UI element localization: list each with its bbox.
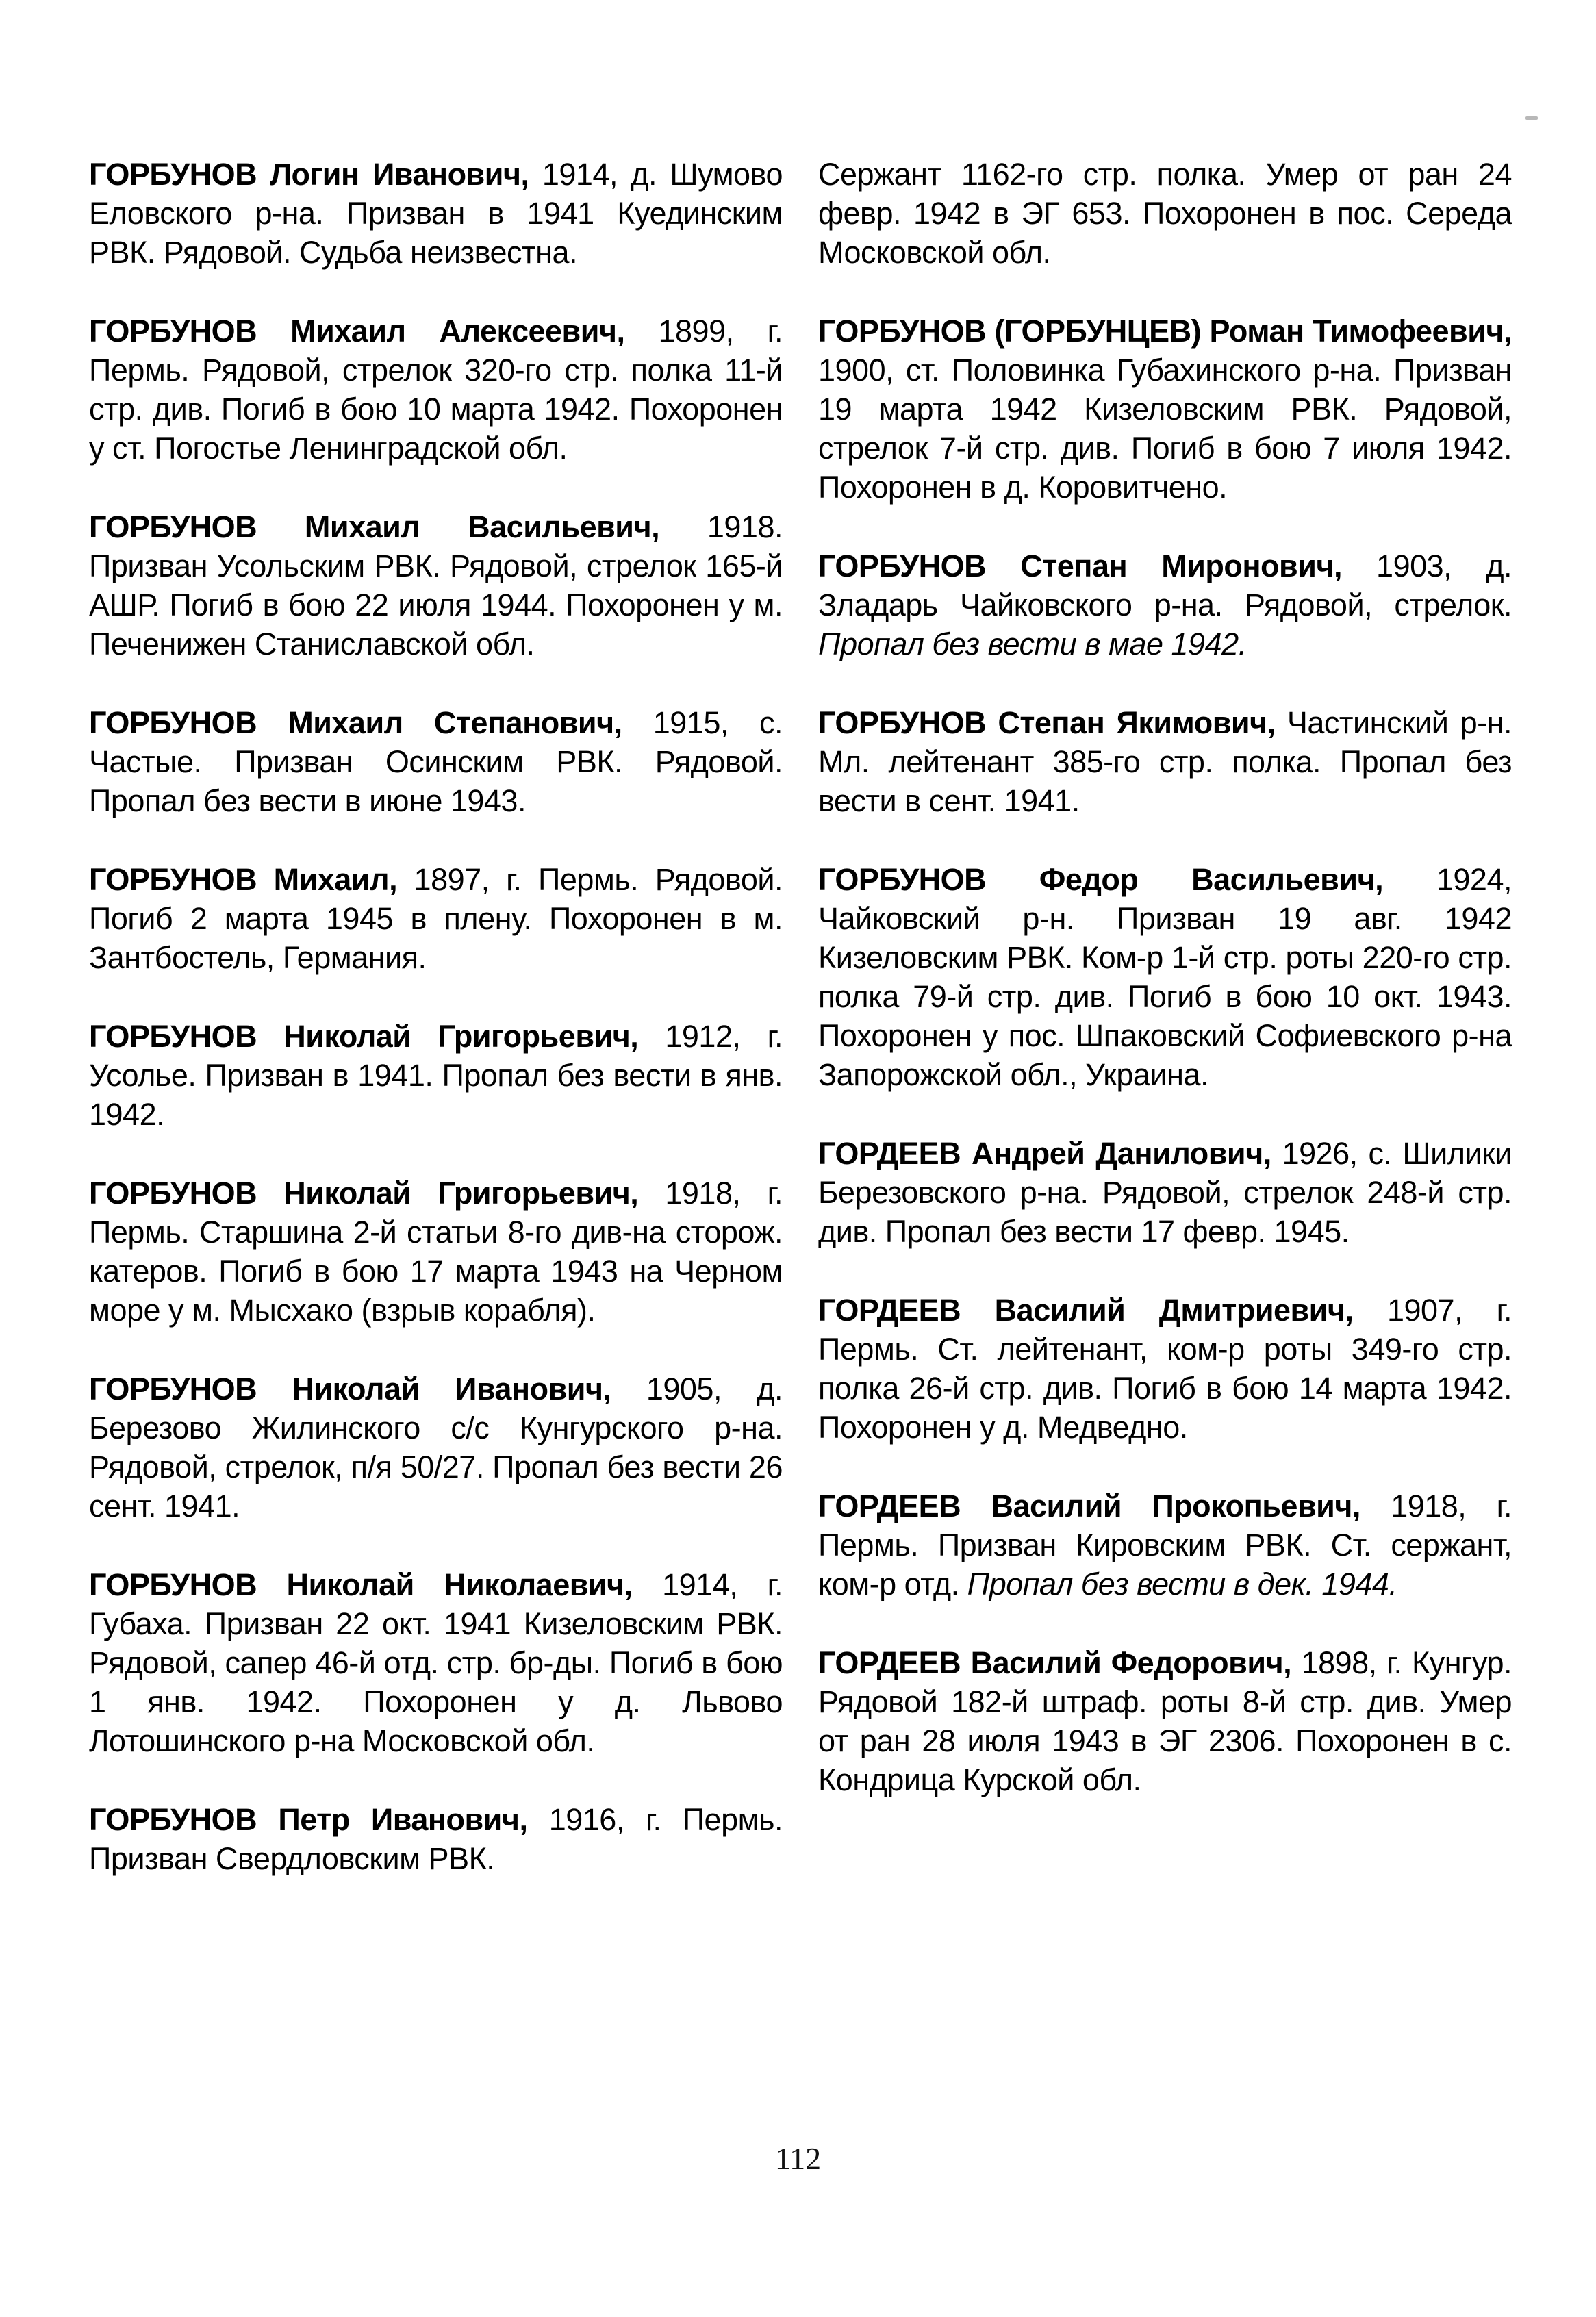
scan-artifact-mark xyxy=(1525,116,1538,120)
entry-text: 1914, г. Губаха. Призван 22 окт. 1941 Кизеловским РВК. Рядовой, сапер 46-й отд. стр. бр-ды. Погиб в бою 1 янв. 1942. Похоронен у д. Львово Лотошинского р-на Московской обл. xyxy=(89,1567,783,1758)
entry-name: ГОРБУНОВ Степан Якимович, xyxy=(818,705,1276,740)
entry-text: 1903, д. Зладарь Чайковского р-на. Рядовой, стрелок. xyxy=(818,548,1512,622)
entry-text: 1914, д. Шумово Еловского р-на. Призван в 1941 Куединским РВК. Рядовой. Судьба неизвестна. xyxy=(89,157,783,270)
entry-name: ГОРБУНОВ Петр Иванович, xyxy=(89,1802,528,1837)
entry-text: 1918. Призван Усольским РВК. Рядовой, стрелок 165-й АШР. Погиб в бою 22 июля 1944. Похоронен у м. Печенижен Станиславской обл. xyxy=(89,509,783,661)
memorial-entry xyxy=(89,1174,783,1330)
entry-text: Пропал без вести в дек. 1944. xyxy=(967,1567,1397,1601)
entry-text: Сержант 1162-го стр. полка. Умер от ран 24 февр. 1942 в ЭГ 653. Похоронен в пос. Середа Московской обл. xyxy=(818,157,1512,270)
memorial-entry xyxy=(89,155,783,272)
memorial-entry xyxy=(818,1486,1512,1604)
entry-name: ГОРБУНОВ Федор Васильевич, xyxy=(818,862,1384,897)
entry-name: ГОРБУНОВ Михаил Васильевич, xyxy=(89,509,660,544)
entry-text: Частинский р-н. Мл. лейтенант 385-го стр. полка. Пропал без вести в сент. 1941. xyxy=(818,705,1512,818)
memorial-entry xyxy=(89,1017,783,1134)
entry-text: 1916, г. Пермь. Призван Свердловским РВК. xyxy=(89,1802,783,1876)
entry-text: 1912, г. Усолье. Призван в 1941. Пропал без вести в янв. 1942. xyxy=(89,1019,783,1132)
left-column xyxy=(89,155,783,1878)
entry-text: Пропал без вести в мае 1942. xyxy=(818,626,1247,661)
memorial-entry xyxy=(89,860,783,977)
entry-text: 1899, г. Пермь. Рядовой, стрелок 320-го стр. полка 11-й стр. див. Погиб в бою 10 марта 1942. Похоронен у ст. Погостье Ленинградской обл. xyxy=(89,314,783,466)
memorial-entry xyxy=(89,703,783,820)
memorial-entry xyxy=(818,546,1512,663)
right-column xyxy=(818,155,1512,1878)
entry-name: ГОРДЕЕВ Андрей Данилович, xyxy=(818,1136,1271,1171)
entry-text: 1915, с. Частые. Призван Осинским РВК. Рядовой. Пропал без вести в июне 1943. xyxy=(89,705,783,818)
memorial-entry xyxy=(818,1134,1512,1251)
entry-name: ГОРБУНОВ Михаил, xyxy=(89,862,398,897)
memorial-entry xyxy=(89,1800,783,1878)
entry-text: 1907, г. Пермь. Ст. лейтенант, ком-р роты 349-го стр. полка 26-й стр. див. Погиб в бою 14 марта 1942. Похоронен у д. Медведно. xyxy=(818,1293,1512,1445)
entry-name: ГОРДЕЕВ Василий Федорович, xyxy=(818,1645,1292,1680)
entry-text: 1905, д. Березово Жилинского с/с Кунгурского р-на. Рядовой, стрелок, п/я 50/27. Пропал без вести 26 сент. 1941. xyxy=(89,1371,783,1523)
page-number: 112 xyxy=(774,2141,822,2176)
memorial-entry xyxy=(818,155,1512,272)
memorial-entry xyxy=(818,1291,1512,1447)
entry-name: ГОРБУНОВ Николай Николаевич, xyxy=(89,1567,633,1602)
entry-text: 1897, г. Пермь. Рядовой. Погиб 2 марта 1945 в плену. Похоронен в м. Зантбостель, Германия. xyxy=(89,862,783,975)
entry-name: ГОРБУНОВ Николай Иванович, xyxy=(89,1371,611,1406)
memorial-entry xyxy=(818,860,1512,1094)
entry-name: ГОРБУНОВ Михаил Алексеевич, xyxy=(89,314,625,349)
entry-name: ГОРБУНОВ Логин Иванович, xyxy=(89,157,529,192)
memorial-entry xyxy=(89,1369,783,1525)
entry-name: ГОРБУНОВ Степан Миронович, xyxy=(818,548,1342,583)
memorial-entry xyxy=(818,1643,1512,1799)
memorial-entry xyxy=(818,703,1512,820)
entry-name: ГОРДЕЕВ Василий Прокопьевич, xyxy=(818,1489,1360,1523)
memorial-entry xyxy=(89,312,783,468)
entry-text: 1926, с. Шилики Березовского р-на. Рядовой, стрелок 248-й стр. див. Пропал без вести 17 февр. 1945. xyxy=(818,1136,1512,1249)
entry-name: ГОРБУНОВ Николай Григорьевич, xyxy=(89,1019,639,1054)
memorial-entry xyxy=(89,507,783,663)
memorial-entry xyxy=(89,1565,783,1760)
entry-text: 1918, г. Пермь. Призван Кировским РВК. Ст. сержант, ком-р отд. xyxy=(818,1489,1512,1601)
entry-text: 1918, г. Пермь. Старшина 2-й статьи 8-го див-на сторож. катеров. Погиб в бою 17 марта 1943 на Черном море у м. Мысхако (взрыв корабля). xyxy=(89,1176,783,1328)
entry-name: ГОРБУНОВ (ГОРБУНЦЕВ) Роман Тимофеевич, xyxy=(818,314,1512,349)
entry-text: 1900, ст. Половинка Губахинского р-на. Призван 19 марта 1942 Кизеловским РВК. Рядовой, стрелок 7-й стр. див. Погиб в бою 7 июля 1942. Похоронен в д. Коровитчено. xyxy=(818,353,1512,505)
entry-name: ГОРДЕЕВ Василий Дмитриевич, xyxy=(818,1293,1354,1328)
entry-name: ГОРБУНОВ Михаил Степанович, xyxy=(89,705,622,740)
entry-text: 1898, г. Кунгур. Рядовой 182-й штраф. роты 8-й стр. див. Умер от ран 28 июля 1943 в ЭГ 2306. Похоронен в с. Кондрица Курской обл. xyxy=(818,1645,1512,1797)
entry-name: ГОРБУНОВ Николай Григорьевич, xyxy=(89,1176,639,1211)
two-column-text-area xyxy=(89,155,1512,1878)
entry-text: 1924, Чайковский р-н. Призван 19 авг. 1942 Кизеловским РВК. Ком-р 1-й стр. роты 220-го стр. полка 79-й стр. див. Погиб в бою 10 окт. 1943. Похоронен у пос. Шпаковский Софиевского р-на Запорожской обл., Украина. xyxy=(818,862,1512,1092)
memorial-entry xyxy=(818,312,1512,507)
